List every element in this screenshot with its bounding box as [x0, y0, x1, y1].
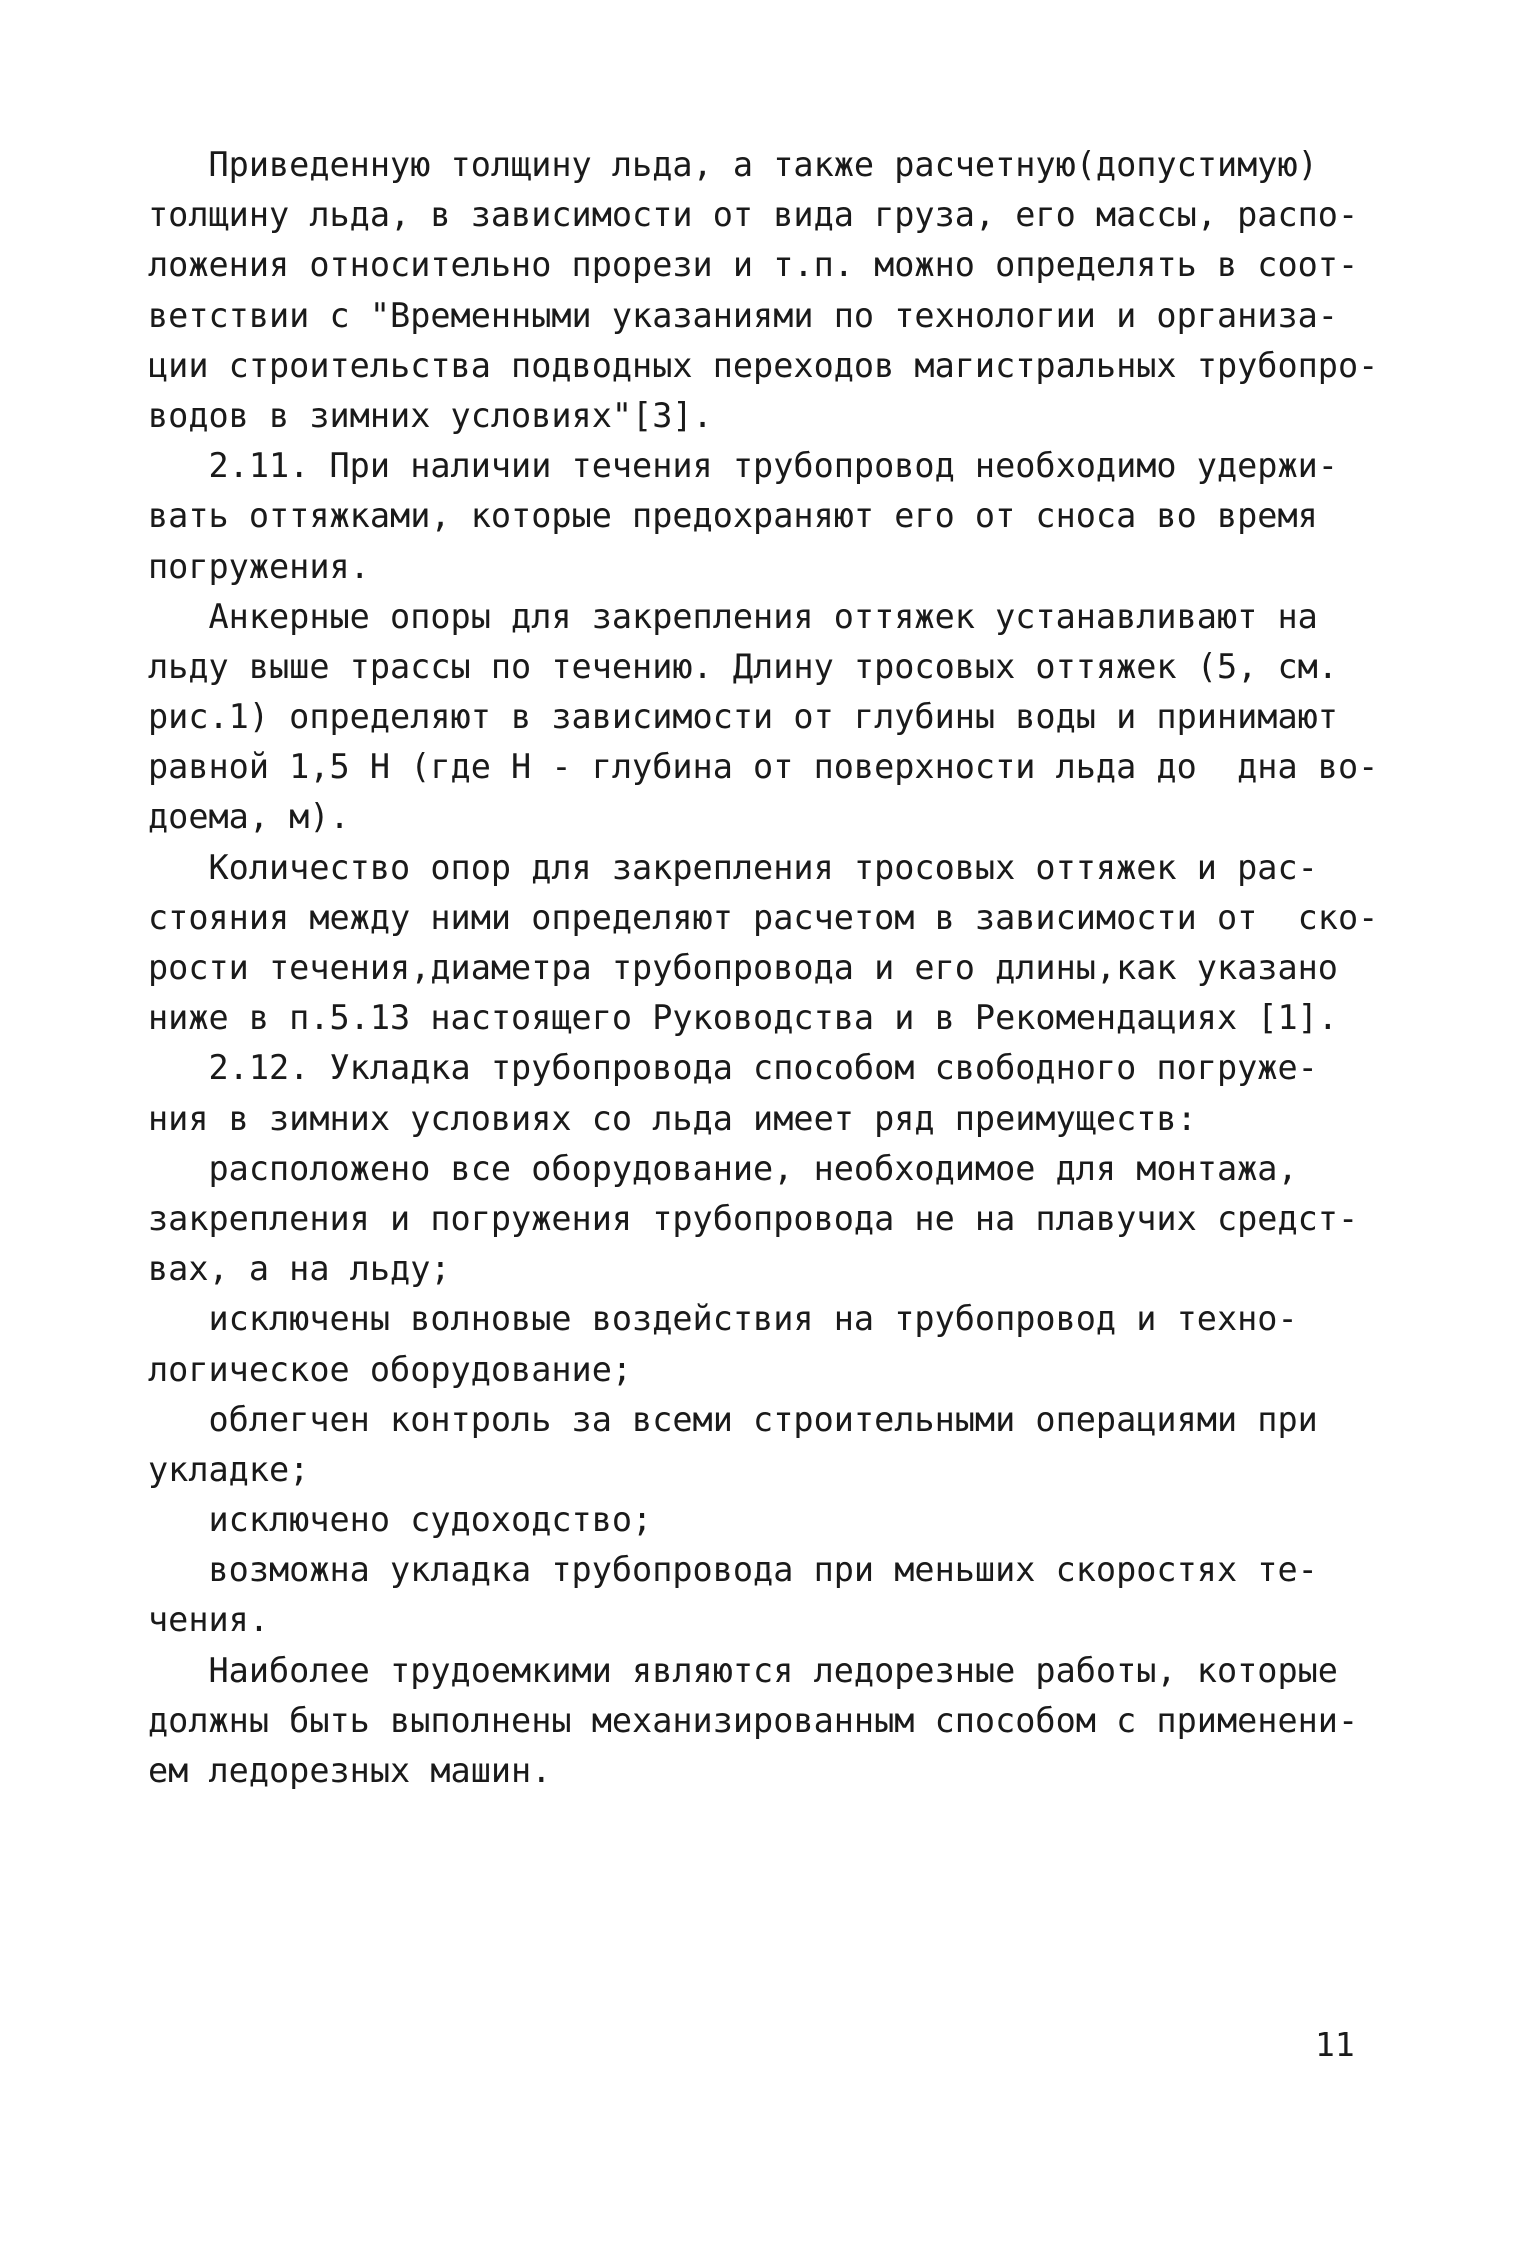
text-line: возможна укладка трубопровода при меньших скоростях те-	[148, 1550, 1318, 1590]
text-line: должны быть выполнены механизированным способом с применени-	[148, 1700, 1359, 1740]
text-line: исключены волновые воздействия на трубопровод и техно-	[148, 1299, 1298, 1339]
text-line: рости течения,диаметра трубопровода и его длины,как указано	[148, 948, 1338, 987]
text-line: облегчен контроль за всеми строительными операциями при	[148, 1399, 1318, 1439]
text-line: ем ледорезных машин.	[148, 1751, 552, 1790]
text-line: чения.	[148, 1600, 270, 1640]
text-line: вать оттяжками, которые предохраняют его от сноса во время	[148, 496, 1318, 536]
text-line: ниже в п.5.13 настоящего Руководства и в Рекомендациях [1].	[148, 998, 1338, 1038]
body-text	[148, 140, 1398, 1796]
text-line: ния в зимних условиях со льда имеет ряд преимуществ:	[148, 1098, 1197, 1138]
text-line: исключено судоходство;	[148, 1500, 653, 1540]
text-line: укладке;	[148, 1449, 310, 1489]
text-line: Наиболее трудоемкими являются ледорезные работы, которые	[148, 1650, 1338, 1690]
text-line: Анкерные опоры для закрепления оттяжек устанавливают на	[148, 596, 1318, 636]
text-line: ложения относительно прорези и т.п. можно определять в соот-	[148, 245, 1359, 285]
text-line: погружения.	[148, 546, 370, 586]
text-line: Приведенную толщину льда, а также расчетную(допустимую)	[148, 145, 1318, 184]
text-line: закрепления и погружения трубопровода не на плавучих средст-	[148, 1198, 1359, 1238]
text-line: толщину льда, в зависимости от вида груза, его массы, распо-	[148, 195, 1359, 235]
text-line: 2.12. Укладка трубопровода способом свободного погруже-	[148, 1048, 1318, 1088]
text-line: 2.11. При наличии течения трубопровод необходимо удержи-	[148, 446, 1338, 486]
text-line: логическое оборудование;	[148, 1349, 633, 1389]
text-line: Количество опор для закрепления тросовых оттяжек и рас-	[148, 847, 1318, 887]
text-line: вах, а на льду;	[148, 1249, 451, 1289]
text-line: доема, м).	[148, 797, 350, 837]
text-line: равной 1,5 Н (где Н - глубина от поверхности льда до дна во-	[148, 747, 1379, 787]
text-line: ции строительства подводных переходов магистральных трубопро-	[148, 345, 1379, 385]
text-line: расположено все оборудование, необходимое для монтажа,	[148, 1148, 1298, 1188]
page-number: 11	[1315, 2025, 1355, 2064]
text-line: рис.1) определяют в зависимости от глубины воды и принимают	[148, 697, 1338, 737]
text-line: стояния между ними определяют расчетом в зависимости от ско-	[148, 897, 1379, 937]
text-line: ветствии с "Временными указаниями по технологии и организа-	[148, 295, 1338, 335]
text-line: льду выше трассы по течению. Длину тросовых оттяжек (5, см.	[148, 646, 1338, 686]
text-line: водов в зимних условиях"[3].	[148, 395, 713, 435]
